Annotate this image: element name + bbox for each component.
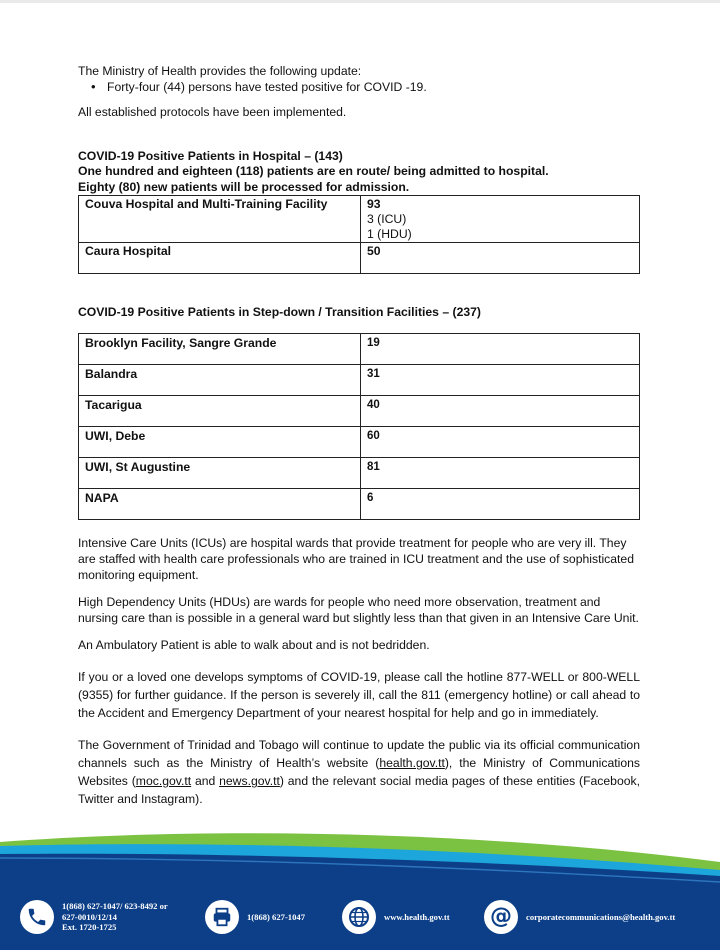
facility-name: Couva Hospital and Multi-Training Facility xyxy=(79,196,361,243)
table-row xyxy=(79,365,640,396)
intro-lead: The Ministry of Health provides the following update: xyxy=(78,64,362,78)
intro-section xyxy=(78,64,640,121)
table-row xyxy=(79,242,640,273)
health-website-link[interactable]: health.gov.tt xyxy=(379,756,445,771)
document-body xyxy=(78,62,640,808)
hdu-count: 1 (HDU) xyxy=(367,227,412,242)
hospital-heading xyxy=(78,149,640,195)
facility-count: 93 xyxy=(367,197,381,212)
phone-numbers xyxy=(62,901,168,933)
gov-text-1: The Government of Trinidad and Tobago will continue to update the public via its official communication channels such as the Ministry of Health’s website ( xyxy=(78,738,640,771)
hdu-definition: High Dependency Units (HDUs) are wards for people who need more observation, treatment and nursing care than is possible in a general ward but slightly less than that given in an Intensive Care Unit. xyxy=(78,595,639,625)
facility-count: 50 xyxy=(361,242,640,273)
footer-fax[interactable] xyxy=(205,900,305,934)
at-icon: @ xyxy=(484,900,518,934)
facility-name: Balandra xyxy=(79,365,361,396)
phone-line: 1(868) 627-1047/ 623-8492 or xyxy=(62,900,168,911)
hotline-guidance: If you or a loved one develops symptoms of COVID-19, please call the hotline 877-WELL or 800-WELL (9355) for further guidance. If the person is severely ill, call the 811 (emergency hotline) or call ahead to the Accident and Emergency Department of your nearest hospital for help and go in immediately. xyxy=(78,670,640,721)
table-row xyxy=(79,334,640,365)
news-website-link[interactable]: news.gov.tt xyxy=(219,774,280,789)
facility-name: UWI, St Augustine xyxy=(79,458,361,489)
facility-count: 6 xyxy=(361,489,640,520)
footer-phone[interactable] xyxy=(20,900,168,934)
table-row xyxy=(79,489,640,520)
hospital-table xyxy=(78,195,640,274)
icu-count: 3 (ICU) xyxy=(367,212,407,227)
icu-definition: Intensive Care Units (ICUs) are hospital wards that provide treatment for people who are very ill. They are staffed with health care professionals who are trained in ICU treatment and the use of sophisticated monitoring equipment. xyxy=(78,536,634,582)
gov-text-2: ), the Ministry of Communications Websites ( xyxy=(78,756,640,789)
footer-website[interactable] xyxy=(342,900,450,934)
facility-name: Tacarigua xyxy=(79,396,361,427)
government-update-note xyxy=(78,736,640,808)
ministry-footer xyxy=(0,832,720,950)
facility-name: UWI, Debe xyxy=(79,427,361,458)
update-bullets xyxy=(91,80,640,96)
table-row xyxy=(79,458,640,489)
table-row xyxy=(79,427,640,458)
phone-line: 627-0010/12/14 xyxy=(62,911,117,922)
facility-name: Brooklyn Facility, Sangre Grande xyxy=(79,334,361,365)
facility-name: NAPA xyxy=(79,489,361,520)
fax-number: 1(868) 627-1047 xyxy=(247,911,305,922)
hospital-enroute-note: One hundred and eighteen (118) patients are en route/ being admitted to hospital. xyxy=(78,164,549,179)
facility-count: 19 xyxy=(361,334,640,365)
moc-website-link[interactable]: moc.gov.tt xyxy=(135,774,192,789)
stepdown-table xyxy=(78,333,640,520)
fax-icon xyxy=(205,900,239,934)
phone-line: Ext. 1720-1725 xyxy=(62,922,117,933)
website-url: www.health.gov.tt xyxy=(384,911,450,922)
hospital-admission-note: Eighty (80) new patients will be processed for admission. xyxy=(78,179,410,194)
facility-name: Caura Hospital xyxy=(79,242,361,273)
footer-email[interactable] xyxy=(484,900,675,934)
top-edge-line xyxy=(0,0,720,3)
hospital-title: COVID-19 Positive Patients in Hospital – (143) xyxy=(78,148,343,163)
stepdown-heading: COVID-19 Positive Patients in Step-down / Transition Facilities – (237) xyxy=(78,304,481,319)
facility-count: 81 xyxy=(361,458,640,489)
email-address: corporatecommunications@health.gov.tt xyxy=(526,911,676,922)
table-row xyxy=(79,396,640,427)
protocols-note: All established protocols have been implemented. xyxy=(78,105,347,120)
bullet-item: • Forty-four (44) persons have tested positive for COVID -19. xyxy=(91,80,640,96)
facility-count: 60 xyxy=(361,427,640,458)
table-row xyxy=(79,196,640,243)
gov-text-4: ) and the relevant social media pages of these entities (Facebook, Twitter and Instagram). xyxy=(78,774,640,807)
facility-count-cell xyxy=(361,196,640,243)
phone-icon xyxy=(20,900,54,934)
ambulatory-definition: An Ambulatory Patient is able to walk about and is not bedridden. xyxy=(78,638,430,653)
globe-icon xyxy=(342,900,376,934)
facility-count: 40 xyxy=(361,396,640,427)
gov-text-3: and xyxy=(191,774,220,789)
facility-count: 31 xyxy=(361,365,640,396)
